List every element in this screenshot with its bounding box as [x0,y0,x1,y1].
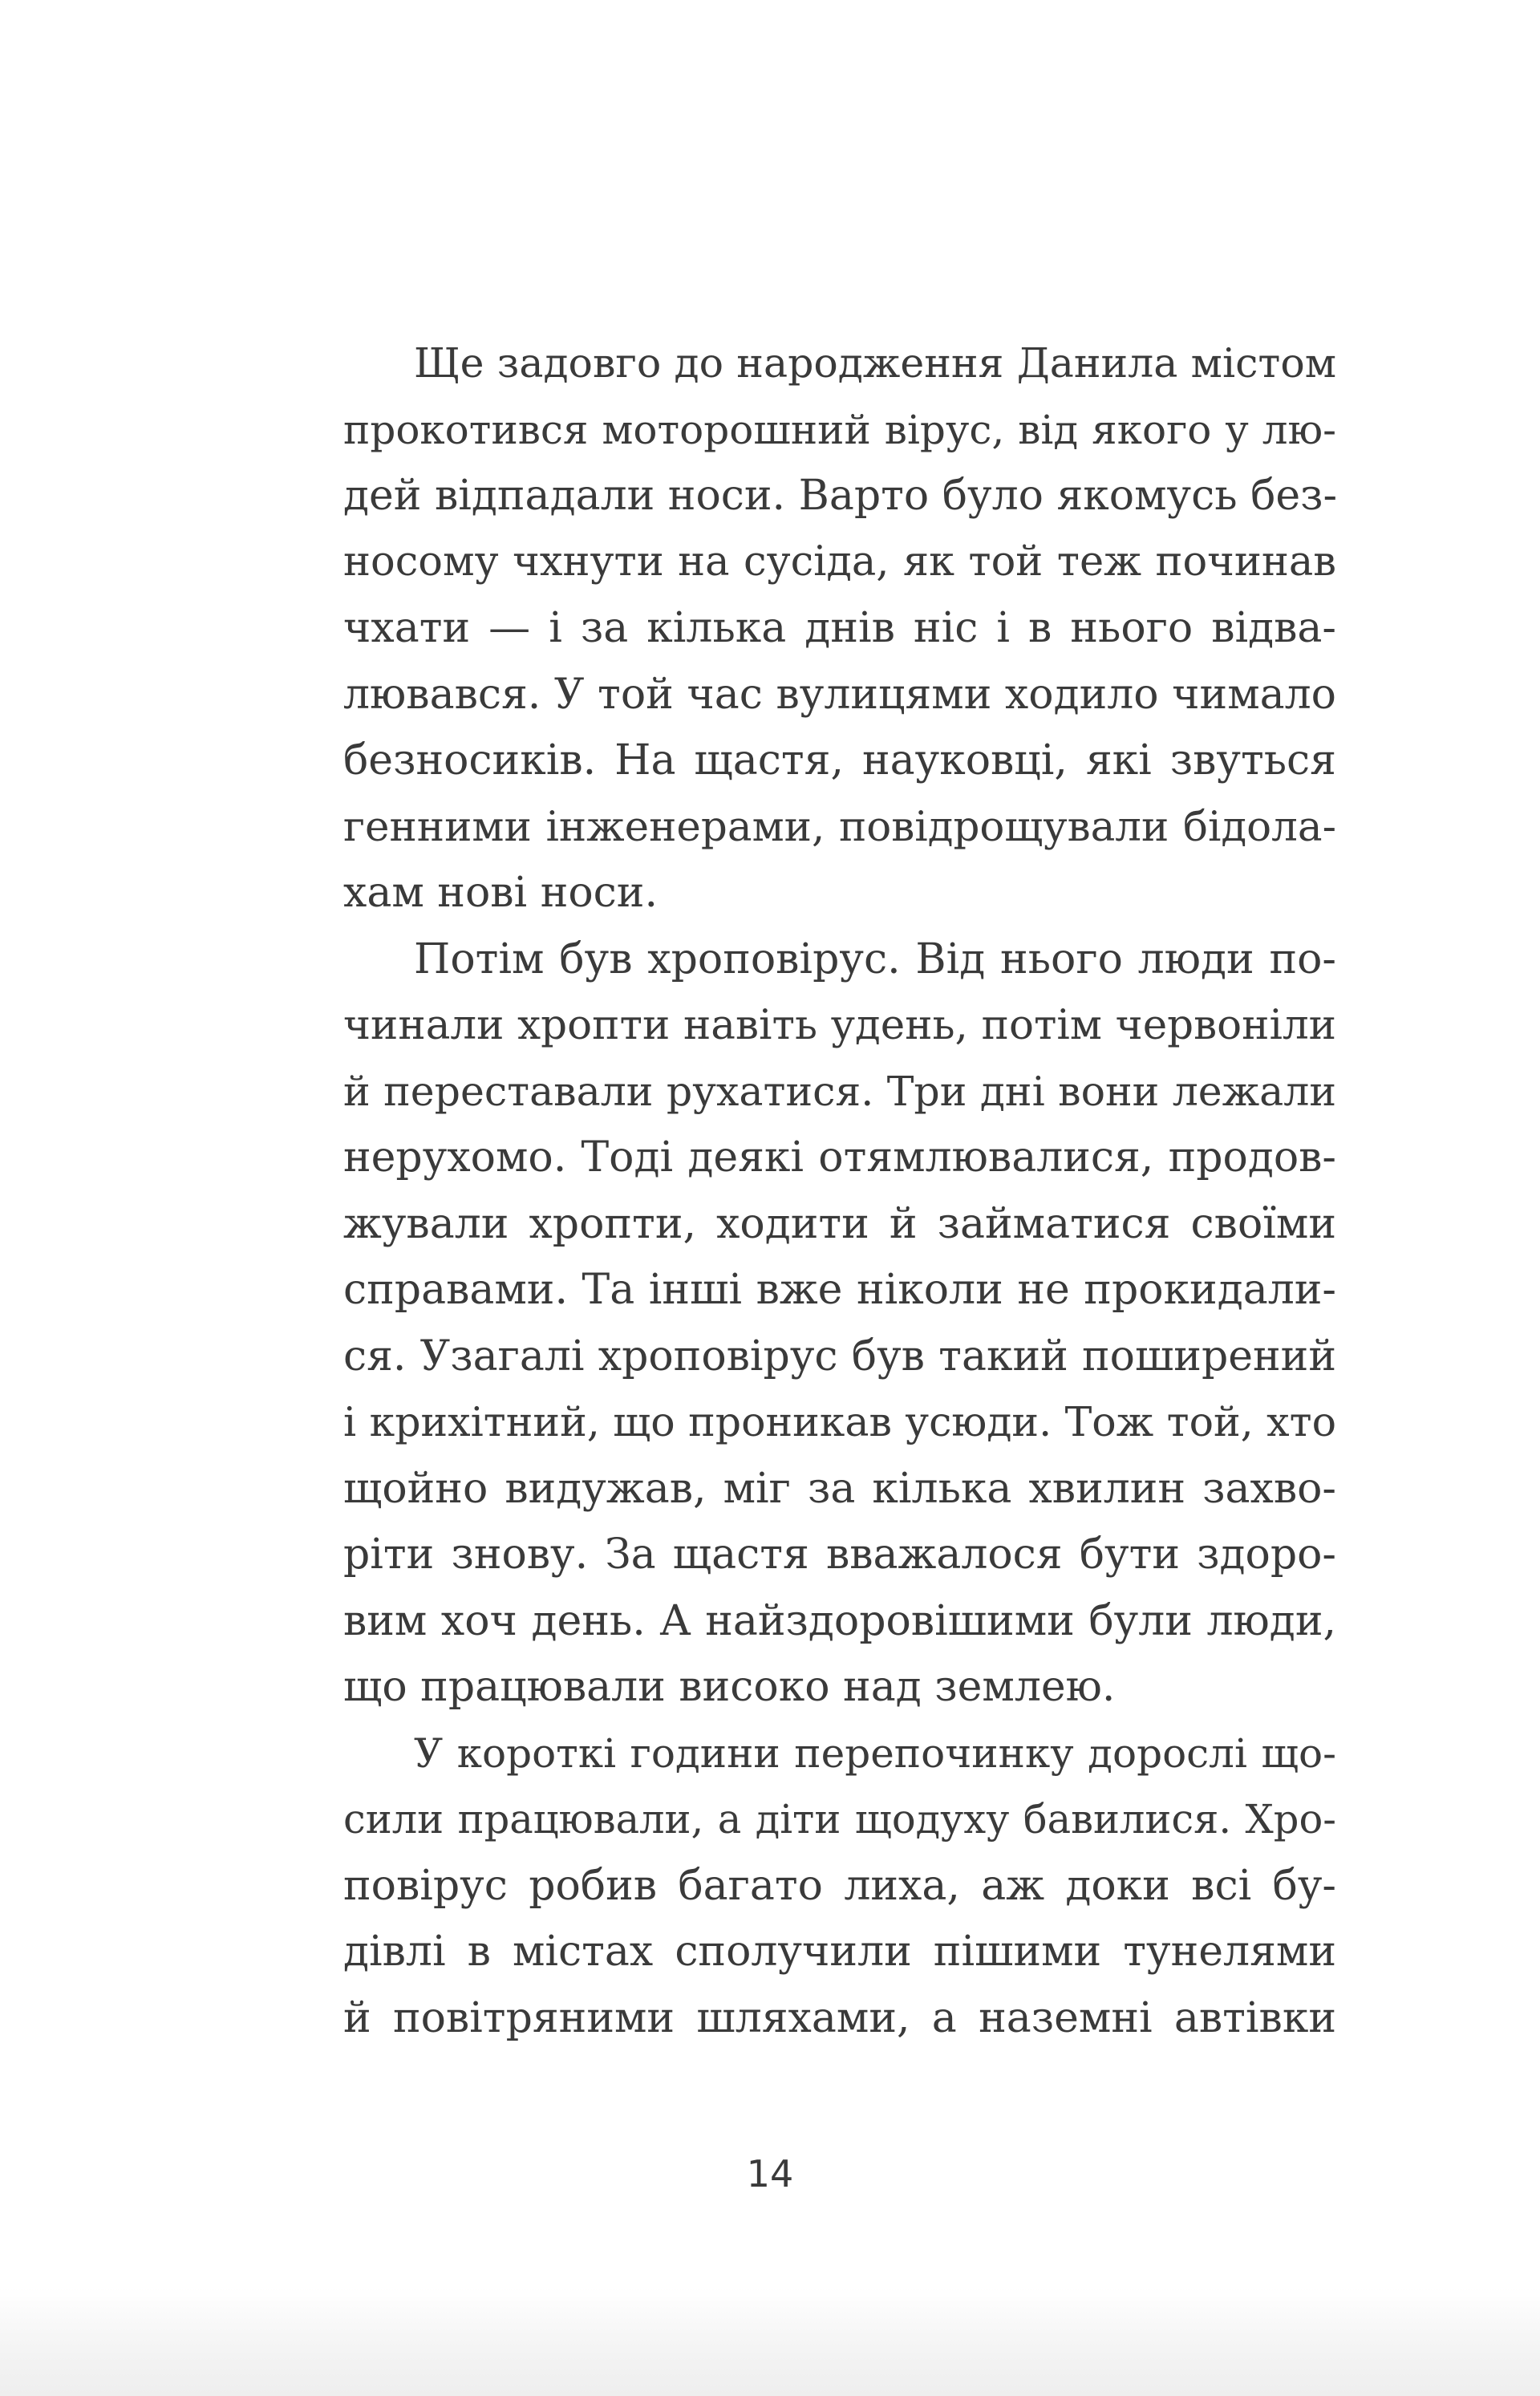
paragraph-2-line-4: нерухомо. Тоді деякі отямлювалися, продов- [343,1133,1336,1182]
paragraph-3-line-1: У короткі години перепочинку дорослі що- [414,1729,1336,1777]
paragraph-1-line-4: носому чхнути на сусіда, як той теж починав [343,537,1336,586]
paragraph-1-line-8: генними інженерами, повідрощували бідола- [343,802,1336,851]
paragraph-2-line-10: ріти знову. За щастя вважалося бути здоро- [343,1530,1336,1579]
page-number: 14 [746,2152,794,2195]
paragraph-2-line-11: вим хоч день. А найздоровішими були люди, [343,1596,1336,1645]
paragraph-2-line-9: щойно видужав, міг за кілька хвилин захво- [343,1464,1336,1513]
paragraph-2-line-3: й переставали рухатися. Три дні вони лежали [343,1067,1336,1115]
paragraph-2-line-6: справами. Та інші вже ніколи не прокидали- [343,1266,1336,1314]
paragraph-3-line-5: й повітряними шляхами, а наземні автівки [343,1993,1336,2042]
paragraph-1-line-6: лювався. У той час вулицями ходило чимало [343,670,1336,719]
paragraph-3-line-4: дівлі в містах сполучили пішими тунелями [343,1928,1336,1976]
paragraph-1-line-9: хам нові носи. [343,869,658,917]
paragraph-3-line-3: повірус робив багато лиха, аж доки всі бу- [343,1861,1336,1910]
paragraph-2-line-1: Потім був хроповірус. Від нього люди по- [414,934,1336,983]
paragraph-2-line-2: чинали хропти навіть удень, потім червоніли [343,1001,1336,1049]
paragraph-2-line-12: що працювали високо над землею. [343,1663,1116,1711]
paragraph-2-line-8: і крихітний, що проникав усюди. Тож той, хто [343,1398,1336,1445]
paragraph-1-line-7: безносиків. На щастя, науковці, які звуться [343,736,1336,784]
paragraph-1-line-1: Ще задовго до народження Данила містом [414,339,1336,387]
body-text [343,330,1336,2051]
paragraph-2-line-5: жували хропти, ходити й займатися своїми [343,1199,1336,1248]
paragraph-1-line-2: прокотився моторошний вірус, від якого у лю- [343,406,1336,453]
paragraph-1-line-5: чхати — і за кілька днів ніс і в нього відва- [343,604,1336,652]
paragraph-3-line-2: сили працювали, а діти щодуху бавилися. Хро- [343,1796,1336,1843]
paragraph-2-line-7: ся. Узагалі хроповірус був такий поширений [343,1332,1336,1380]
paragraph-1-line-3: дей відпадали носи. Варто було якомусь без- [343,472,1338,520]
